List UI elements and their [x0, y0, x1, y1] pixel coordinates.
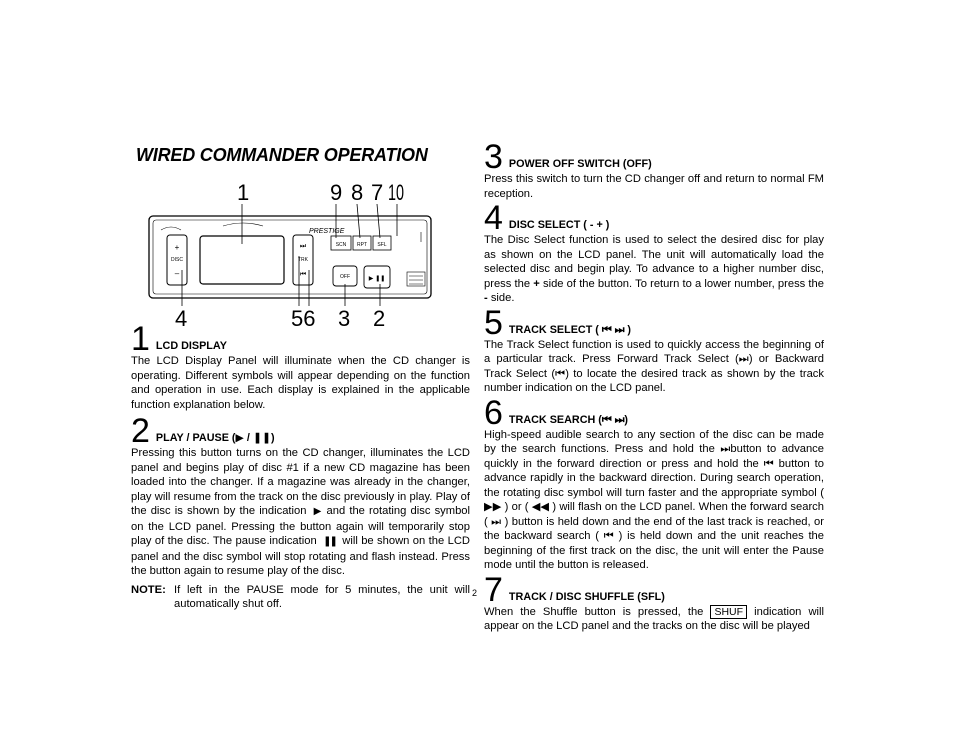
- pause-icon: ❚❚: [252, 432, 271, 444]
- track-skip-icons: ⏮ ⏭: [601, 323, 625, 336]
- section-1-title: LCD DISPLAY: [155, 340, 227, 352]
- callout-1: 1: [237, 180, 250, 205]
- section-2-title: PLAY / PAUSE (▶ / ❚❚): [155, 432, 275, 444]
- section-1-heading: [131, 320, 470, 358]
- next-track-icon: ⏭: [720, 443, 731, 455]
- scn-label: SCN: [335, 242, 347, 248]
- sfl-label: SFL: [377, 242, 387, 248]
- section-3-number: 3: [484, 138, 503, 176]
- callout-2: 2: [373, 306, 386, 330]
- section-5-title: TRACK SELECT ( ⏮ ⏭ ): [508, 323, 631, 336]
- section-7-title: TRACK / DISC SHUFFLE (SFL): [508, 590, 665, 603]
- callout-4: 4: [175, 306, 188, 330]
- section-1-number: 1: [131, 320, 150, 358]
- section-7-heading: [484, 570, 824, 609]
- callout-10: 10: [388, 180, 404, 205]
- trk-fwd-glyph: ⏭: [299, 242, 307, 250]
- next-track-icon: ⏭: [738, 353, 749, 365]
- note: [131, 583, 470, 612]
- play-icon: ▶: [235, 432, 244, 444]
- note-text: If left in the PAUSE mode for 5 minutes, the unit will automatically shut off.: [174, 583, 470, 610]
- next-track-icon: ⏭: [491, 515, 502, 528]
- section-5-number: 5: [484, 303, 503, 342]
- section-3-heading: [484, 138, 824, 176]
- fast-forward-icon: ▶▶: [484, 501, 502, 513]
- prev-track-icon: ⏮: [603, 530, 614, 542]
- page-number: 2: [472, 588, 478, 598]
- section-5-body: The Track Select function is used to quickly access the beginning of a particular track. Press Forward Track Select (⏭) or Backward Track Select (⏮) to locate the desired track as shown by the track number indication on the LCD panel.: [484, 338, 825, 394]
- trk-label: TRK: [298, 257, 308, 263]
- pause-icon: ❚❚: [323, 536, 336, 547]
- callout-56: 56: [291, 306, 316, 330]
- callout-9: 9: [330, 180, 343, 205]
- callout-7: 7: [371, 180, 384, 205]
- brand-logo: PRESTIGE: [309, 228, 345, 235]
- section-4-title: DISC SELECT ( - + ): [508, 219, 610, 231]
- prev-track-icon: ⏮: [555, 367, 566, 380]
- section-6-title: TRACK SEARCH (⏮ ⏭): [508, 413, 628, 426]
- section-4-number: 4: [484, 199, 503, 237]
- section-2-heading: [131, 412, 470, 450]
- section-7-number: 7: [484, 570, 503, 609]
- trk-back-glyph: ⏮: [299, 270, 307, 278]
- rewind-icon: ◀◀: [531, 501, 550, 513]
- section-3-title: POWER OFF SWITCH (OFF): [508, 158, 652, 170]
- section-1-body: The LCD Display Panel will illuminate when the CD changer is operating. Different symbols will appear depending on the function and operation in use. Each display is explained in the applicable function explanation below.: [131, 355, 470, 411]
- disc-label: DISC: [171, 257, 183, 263]
- left-column: [131, 145, 470, 165]
- right-column: [484, 140, 824, 634]
- off-label: OFF: [340, 274, 350, 280]
- prev-track-icon: ⏮: [763, 457, 774, 470]
- rpt-label: RPT: [357, 242, 367, 248]
- play-pause-label: ▶ ❚❚: [368, 275, 386, 282]
- shuf-indicator: SHUF: [710, 605, 747, 619]
- note-label: NOTE:: [131, 583, 166, 596]
- callout-3: 3: [338, 306, 351, 330]
- page-title: WIRED COMMANDER OPERATION: [136, 145, 428, 165]
- wired-commander-diagram: [131, 180, 470, 330]
- track-skip-icons: ⏮ ⏭: [601, 413, 625, 426]
- section-4-heading: [484, 199, 824, 237]
- section-3-body: Press this switch to turn the CD changer off and return to normal FM reception.: [484, 173, 824, 200]
- section-7-body: When the Shuffle button is pressed, the SHUF indication will appear on the LCD panel and the tracks on the disc will be played: [484, 605, 824, 632]
- section-4-body: The Disc Select function is used to select the desired disc for play as shown on the LCD panel. The unit will automatically load the selected disc and begin play. To advance to a higher number disc, press the + side of the button. To return to a lower number, press the - side.: [484, 234, 824, 304]
- section-6-heading: [484, 393, 824, 432]
- disc-minus: –: [174, 269, 180, 278]
- play-icon: ▶: [313, 506, 320, 517]
- left-sections: [131, 322, 470, 612]
- disc-plus: +: [174, 243, 180, 252]
- section-6-number: 6: [484, 393, 503, 432]
- section-2-body: Pressing this button turns on the CD changer, illuminates the LCD panel and begins play of disc #1 if a new CD magazine has been loaded into the changer. If a magazine was already in the changer, play will resume from the track on the disc previously in play. Play of the disc is shown by the indication ▶ and the rotating disc symbol on the LCD panel. Pressing the button again will temporarily stop play of the disc. The pause indication ❚❚ will be shown on the LCD panel and the disc symbol will stop rotating and flash instead. Press the button again to resume play of the disc.: [131, 447, 471, 577]
- callout-8: 8: [351, 180, 364, 205]
- section-2-number: 2: [131, 412, 150, 450]
- section-5-heading: [484, 303, 824, 342]
- section-6-body: High-speed audible search to any section of the disc can be made by the search functions. Press and hold the ⏭button to advance quickly in the forward direction or press and hold the ⏮ button to advance rapidly in the backward direction. During search operation, the rotating disc symbol will turn faster and the appropriate symbol ( ▶▶ ) or ( ◀◀ ) will flash on the LCD panel. When the forward search ( ⏭ ) button is held down and the end of the last track is reached, or the backward search ( ⏮ ) is held down and the unit reaches the beginning of the first track on the disc, the unit will enter the Pause mode until the button is released.: [484, 428, 824, 571]
